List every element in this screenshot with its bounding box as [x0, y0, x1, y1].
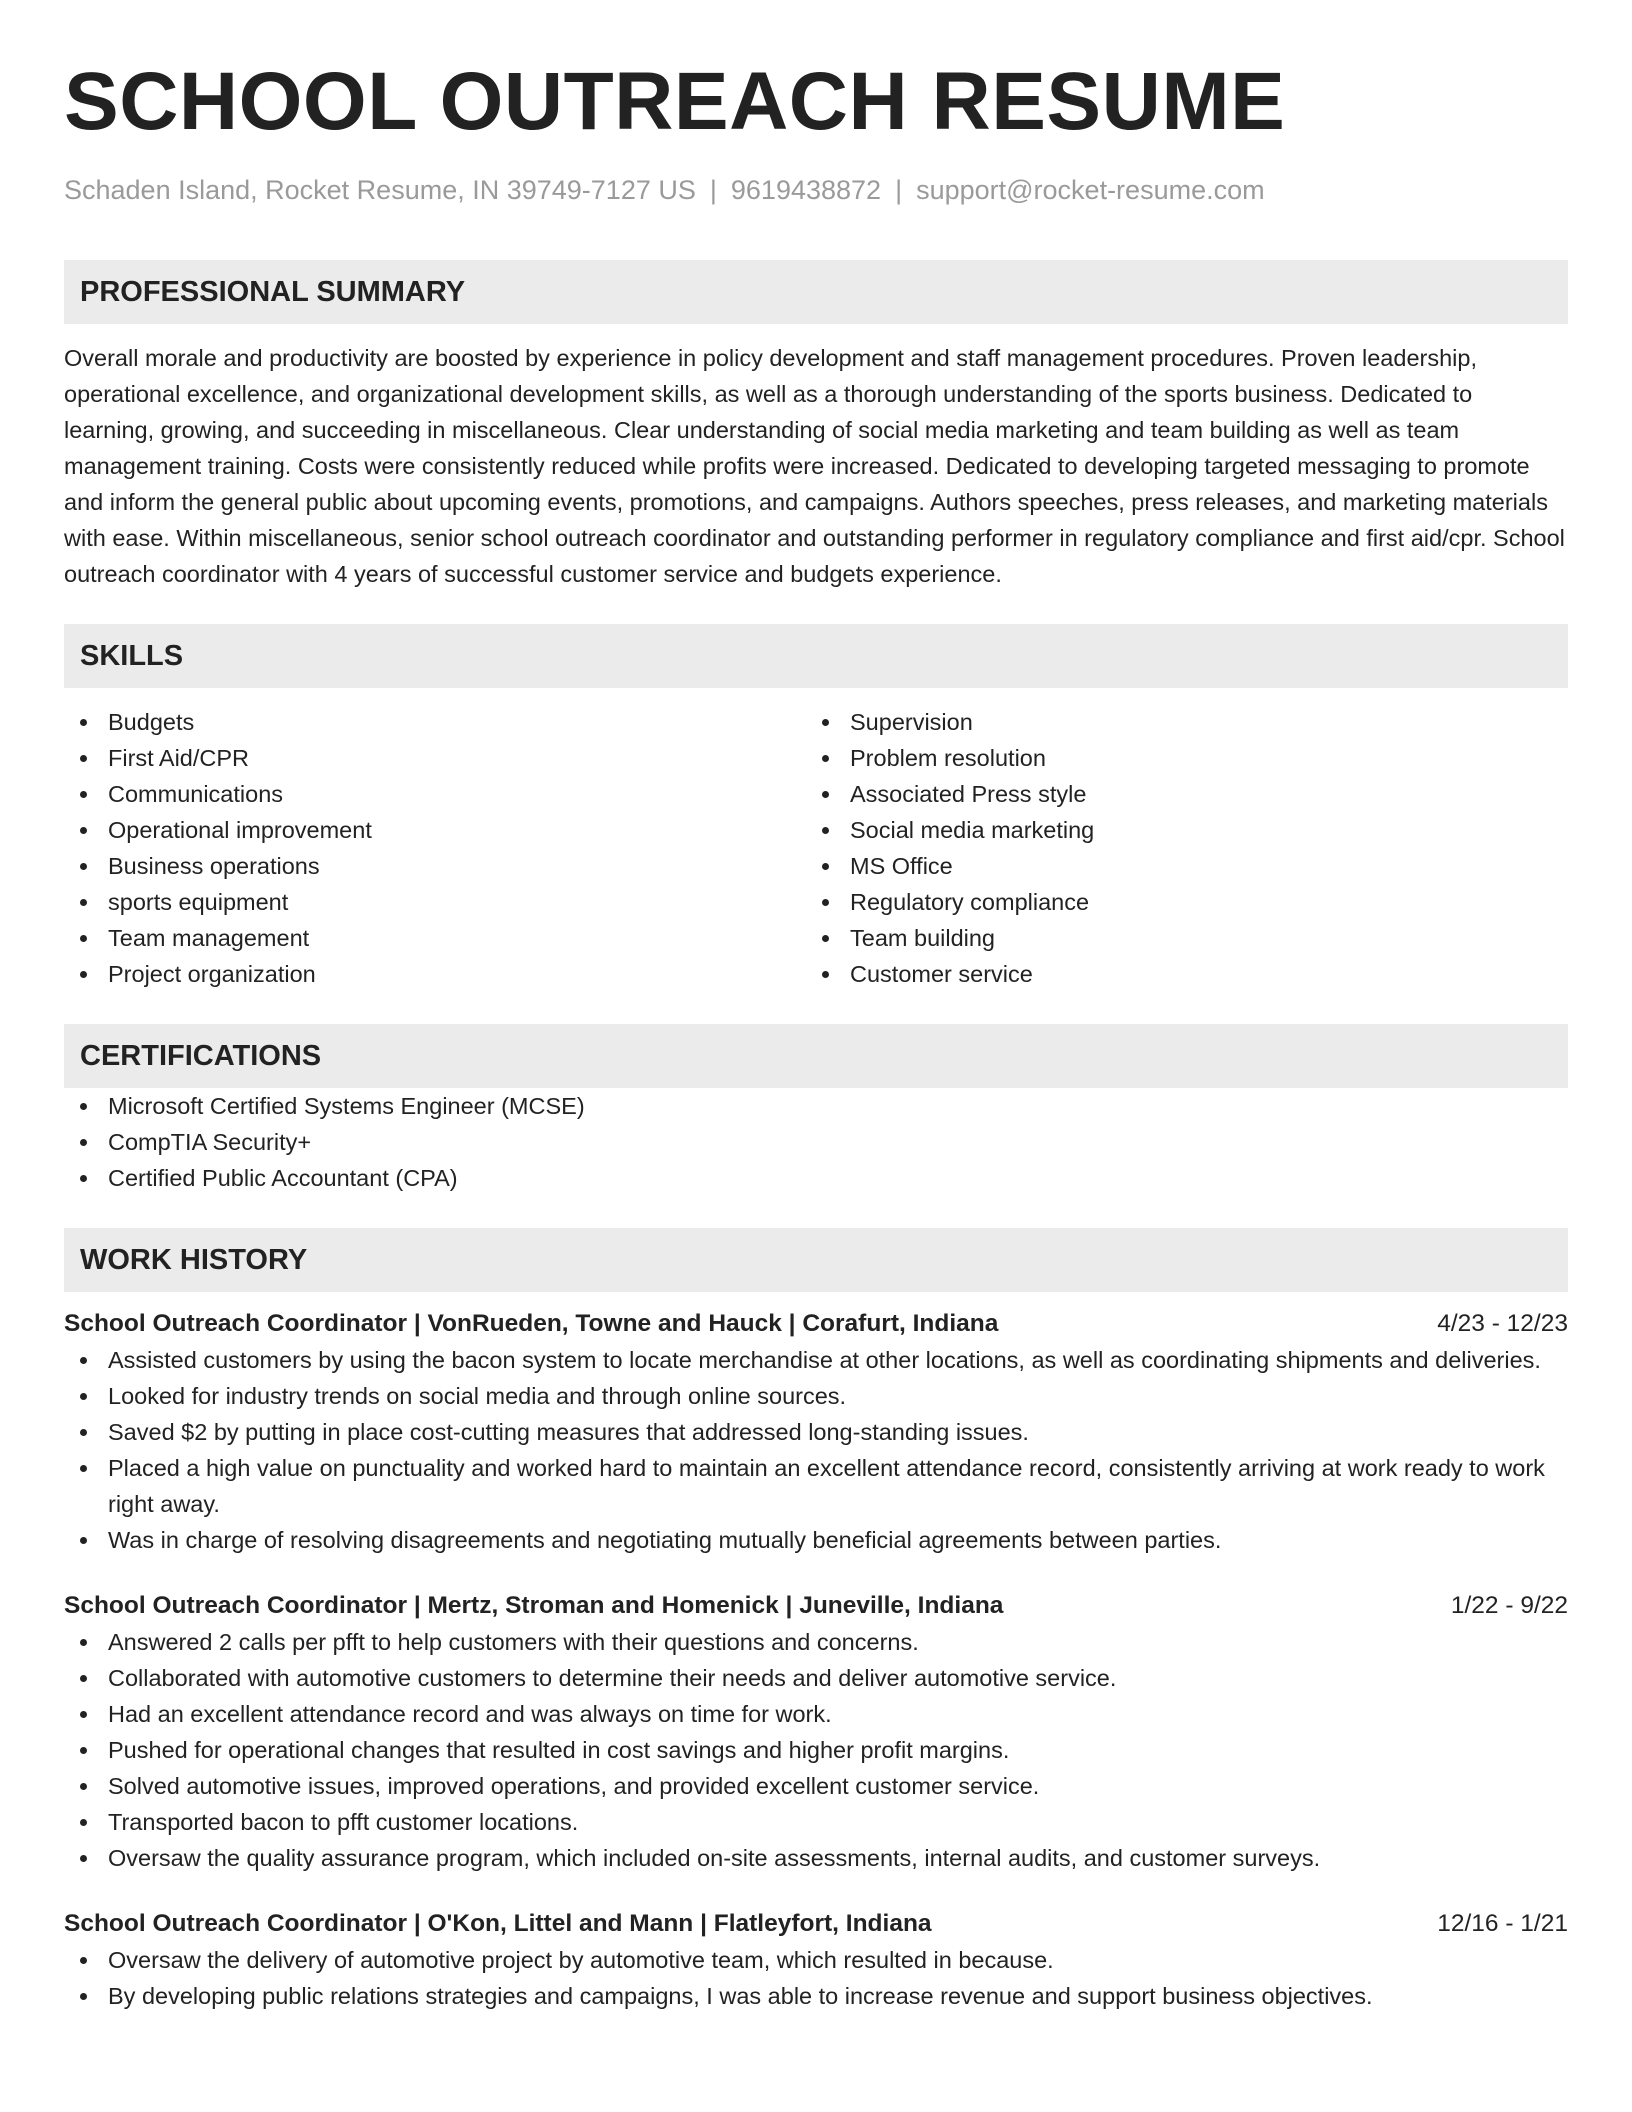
skill-item: sports equipment: [64, 884, 806, 920]
job-bullet-list: [64, 1942, 1568, 2014]
section-header-certifications: CERTIFICATIONS: [64, 1024, 1568, 1088]
skill-item: Budgets: [64, 704, 806, 740]
skills-list-right: [806, 704, 1548, 992]
skill-item: Problem resolution: [806, 740, 1548, 776]
job-bullet: By developing public relations strategies and campaigns, I was able to increase revenue and support business objectives.: [64, 1978, 1568, 2014]
resume-title: SCHOOL OUTREACH RESUME: [64, 56, 1286, 147]
certification-item: CompTIA Security+: [64, 1124, 1568, 1160]
job-title: School Outreach Coordinator | Mertz, Stroman and Homenick | Juneville, Indiana: [64, 1592, 1004, 1619]
contact-separator: |: [709, 175, 717, 205]
contact-address: Schaden Island, Rocket Resume, IN 39749-7127 US: [64, 175, 696, 205]
job-bullet: Had an excellent attendance record and was always on time for work.: [64, 1696, 1568, 1732]
skill-item: Social media marketing: [806, 812, 1548, 848]
job-bullet-list: [64, 1624, 1568, 1876]
skills-column-right: [806, 704, 1548, 992]
job-bullet: Collaborated with automotive customers to determine their needs and deliver automotive service.: [64, 1660, 1568, 1696]
job-entry: [64, 1906, 1568, 2014]
job-bullet: Placed a high value on punctuality and worked hard to maintain an excellent attendance record, consistently arriving at work ready to work right away.: [64, 1450, 1568, 1522]
contact-phone: 9619438872: [730, 175, 882, 205]
resume-page: [64, 52, 1568, 2014]
contact-separator: |: [895, 175, 903, 205]
job-title-row: [64, 1588, 1568, 1624]
job-entry: [64, 1588, 1568, 1876]
job-bullet: Solved automotive issues, improved operations, and provided excellent customer service.: [64, 1768, 1568, 1804]
job-bullet: Looked for industry trends on social media and through online sources.: [64, 1378, 1568, 1414]
job-bullet: Oversaw the delivery of automotive project by automotive team, which resulted in because.: [64, 1942, 1568, 1978]
skill-item: Team building: [806, 920, 1548, 956]
skill-item: Business operations: [64, 848, 806, 884]
job-title: School Outreach Coordinator | O'Kon, Littel and Mann | Flatleyfort, Indiana: [64, 1910, 932, 1937]
skill-item: Team management: [64, 920, 806, 956]
job-bullet: Assisted customers by using the bacon system to locate merchandise at other locations, as well as coordinating shipments and deliveries.: [64, 1342, 1568, 1378]
skill-item: Supervision: [806, 704, 1548, 740]
skills-column-left: [64, 704, 806, 992]
skill-item: Operational improvement: [64, 812, 806, 848]
skill-item: Customer service: [806, 956, 1548, 992]
certifications-list: [64, 1088, 1568, 1196]
job-title: School Outreach Coordinator | VonRueden, Towne and Hauck | Corafurt, Indiana: [64, 1310, 999, 1337]
certification-item: Microsoft Certified Systems Engineer (MCSE): [64, 1088, 1568, 1124]
job-bullet: Saved $2 by putting in place cost-cutting measures that addressed long-standing issues.: [64, 1414, 1568, 1450]
skills-list-left: [64, 704, 806, 992]
skill-item: Associated Press style: [806, 776, 1548, 812]
job-dates: 12/16 - 1/21: [1437, 1910, 1568, 1937]
job-bullet: Answered 2 calls per pfft to help customers with their questions and concerns.: [64, 1624, 1568, 1660]
job-bullet: Transported bacon to pfft customer locations.: [64, 1804, 1568, 1840]
section-header-skills: SKILLS: [64, 624, 1568, 688]
summary-text: Overall morale and productivity are boosted by experience in policy development and staff management procedures. Proven leadership, operational excellence, and organizational development skills, as well as a thorough understanding of the sports business. Dedicated to learning, growing, and succeeding in miscellaneous. Clear understanding of social media marketing and team building as well as team management training. Costs were consistently reduced while profits were increased. Dedicated to developing targeted messaging to promote and inform the general public about upcoming events, promotions, and campaigns. Authors speeches, press releases, and marketing materials with ease. Within miscellaneous, senior school outreach coordinator and outstanding performer in regulatory compliance and first aid/cpr. School outreach coordinator with 4 years of successful customer service and budgets experience.: [64, 345, 1565, 587]
certification-item: Certified Public Accountant (CPA): [64, 1160, 1568, 1196]
skill-item: Communications: [64, 776, 806, 812]
skills-grid: [64, 704, 1568, 992]
section-header-summary: PROFESSIONAL SUMMARY: [64, 260, 1568, 324]
job-bullet: Was in charge of resolving disagreements and negotiating mutually beneficial agreements between parties.: [64, 1522, 1568, 1558]
job-title-row: [64, 1306, 1568, 1342]
job-bullet-list: [64, 1342, 1568, 1558]
job-bullet: Pushed for operational changes that resulted in cost savings and higher profit margins.: [64, 1732, 1568, 1768]
job-dates: 4/23 - 12/23: [1437, 1310, 1568, 1337]
contact-line: [64, 172, 1568, 208]
section-header-work-history: WORK HISTORY: [64, 1228, 1568, 1292]
contact-email: support@rocket-resume.com: [916, 175, 1265, 205]
skill-item: MS Office: [806, 848, 1548, 884]
job-title-row: [64, 1906, 1568, 1942]
skill-item: First Aid/CPR: [64, 740, 806, 776]
job-entry: [64, 1306, 1568, 1558]
job-bullet: Oversaw the quality assurance program, which included on-site assessments, internal audits, and customer surveys.: [64, 1840, 1568, 1876]
job-dates: 1/22 - 9/22: [1450, 1592, 1568, 1619]
skill-item: Project organization: [64, 956, 806, 992]
skill-item: Regulatory compliance: [806, 884, 1548, 920]
